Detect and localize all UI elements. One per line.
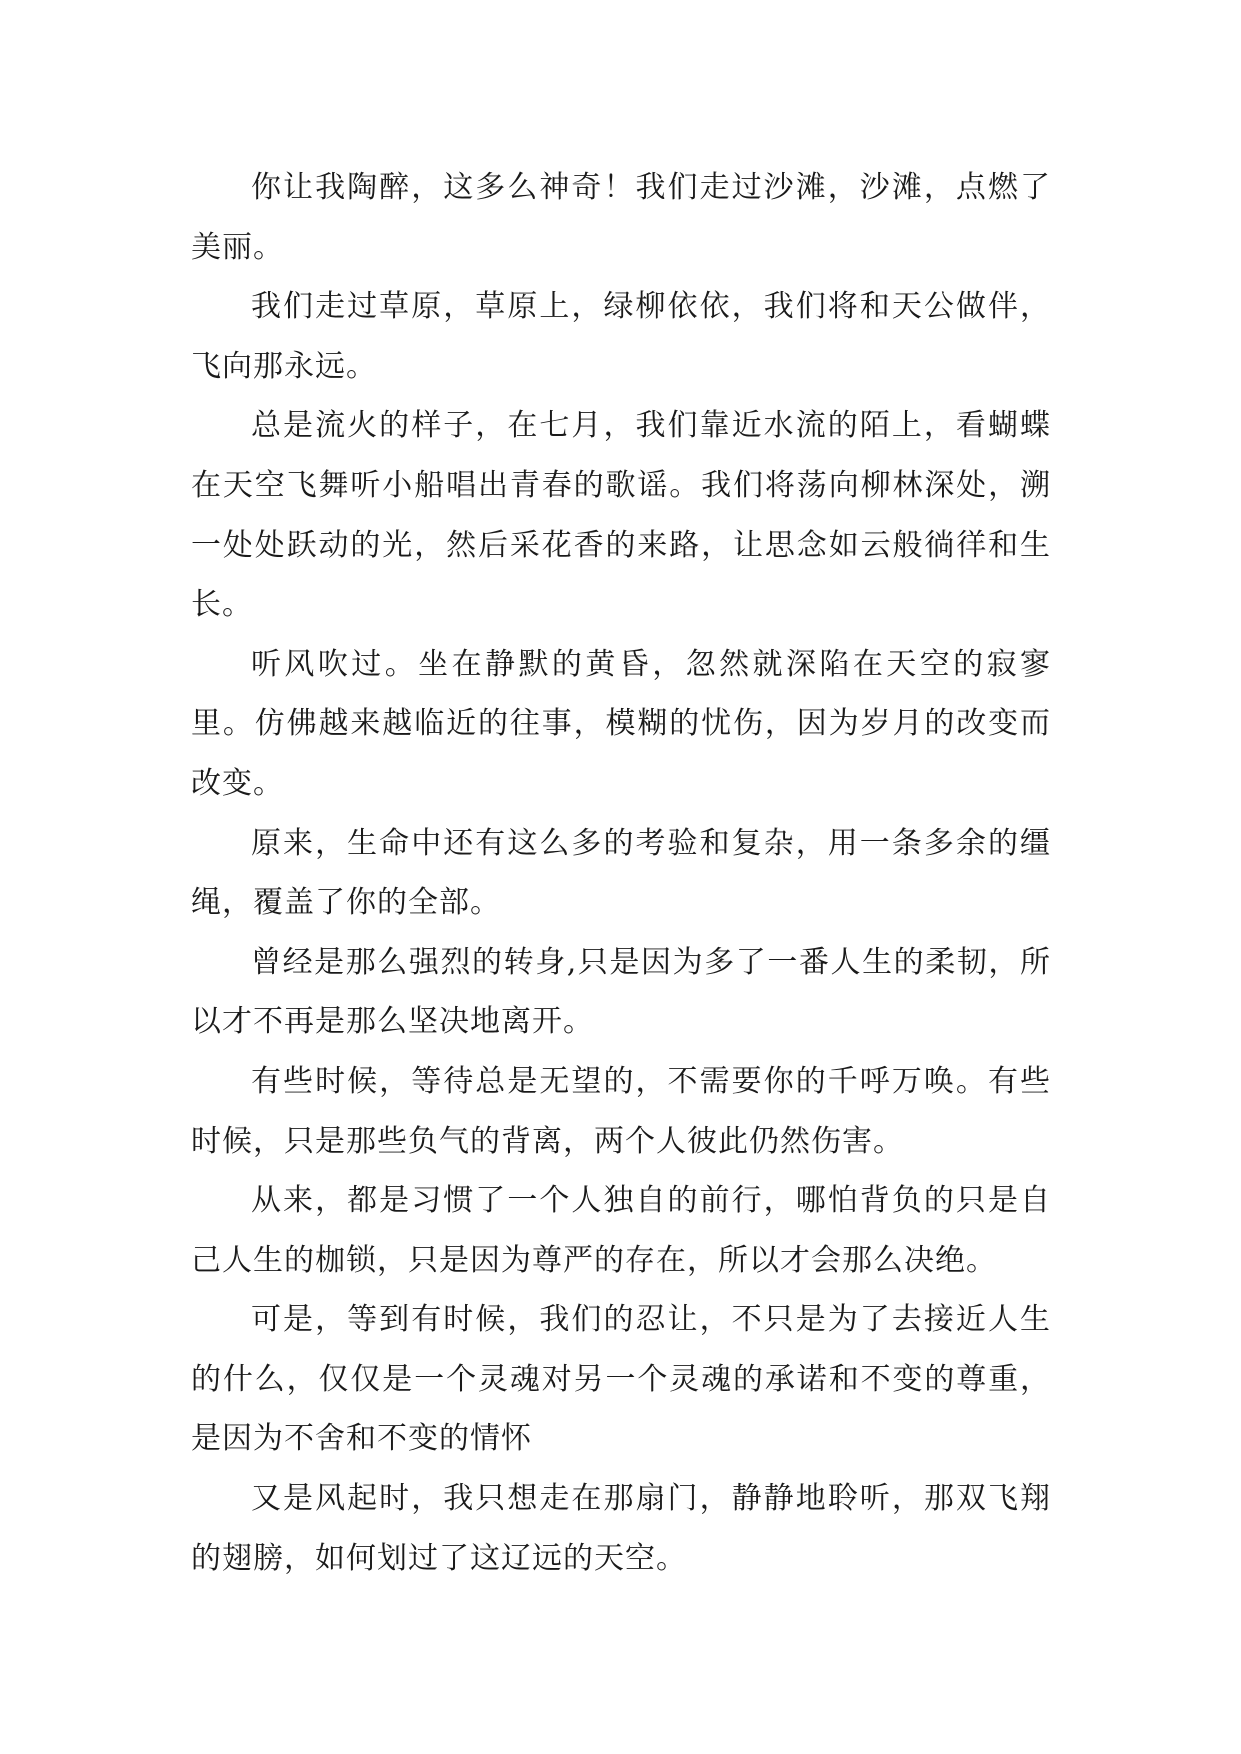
- paragraph: 总是流火的样子，在七月，我们靠近水流的陌上，看蝴蝶在天空飞舞听小船唱出青春的歌谣。我们将荡向柳林深处，溯一处处跃动的光，然后采花香的来路，让思念如云般徜徉和生长。: [191, 408, 1051, 623]
- paragraph: 原来，生命中还有这么多的考验和复杂，用一条多余的缰绳，覆盖了你的全部。: [191, 825, 1051, 921]
- paragraph: 有些时候，等待总是无望的，不需要你的千呼万唤。有些时候，只是那些负气的背离，两个人彼此仍然伤害。: [191, 1063, 1051, 1159]
- paragraph: 又是风起时，我只想走在那扇门，静静地聆听，那双飞翔的翅膀，如何划过了这辽远的天空。: [191, 1481, 1051, 1576]
- paragraph: 可是，等到有时候，我们的忍让，不只是为了去接近人生的什么，仅仅是一个灵魂对另一个灵魂的承诺和不变的尊重，是因为不舍和不变的情怀: [191, 1302, 1051, 1457]
- paragraph: 曾经是那么强烈的转身,只是因为多了一番人生的柔韧，所以才不再是那么坚决地离开。: [191, 944, 1051, 1040]
- paragraph: 听风吹过。坐在静默的黄昏，忽然就深陷在天空的寂寥里。仿佛越来越临近的往事，模糊的忧伤，因为岁月的改变而改变。: [191, 646, 1051, 801]
- paragraph: 我们走过草原，草原上，绿柳依依，我们将和天公做伴，飞向那永远。: [191, 289, 1051, 384]
- document-body: [191, 158, 1051, 1588]
- paragraph: 从来，都是习惯了一个人独自的前行，哪怕背负的只是自己人生的枷锁，只是因为尊严的存在，所以才会那么决绝。: [191, 1183, 1051, 1278]
- paragraph: 你让我陶醉，这多么神奇！我们走过沙滩，沙滩，点燃了美丽。: [191, 170, 1051, 265]
